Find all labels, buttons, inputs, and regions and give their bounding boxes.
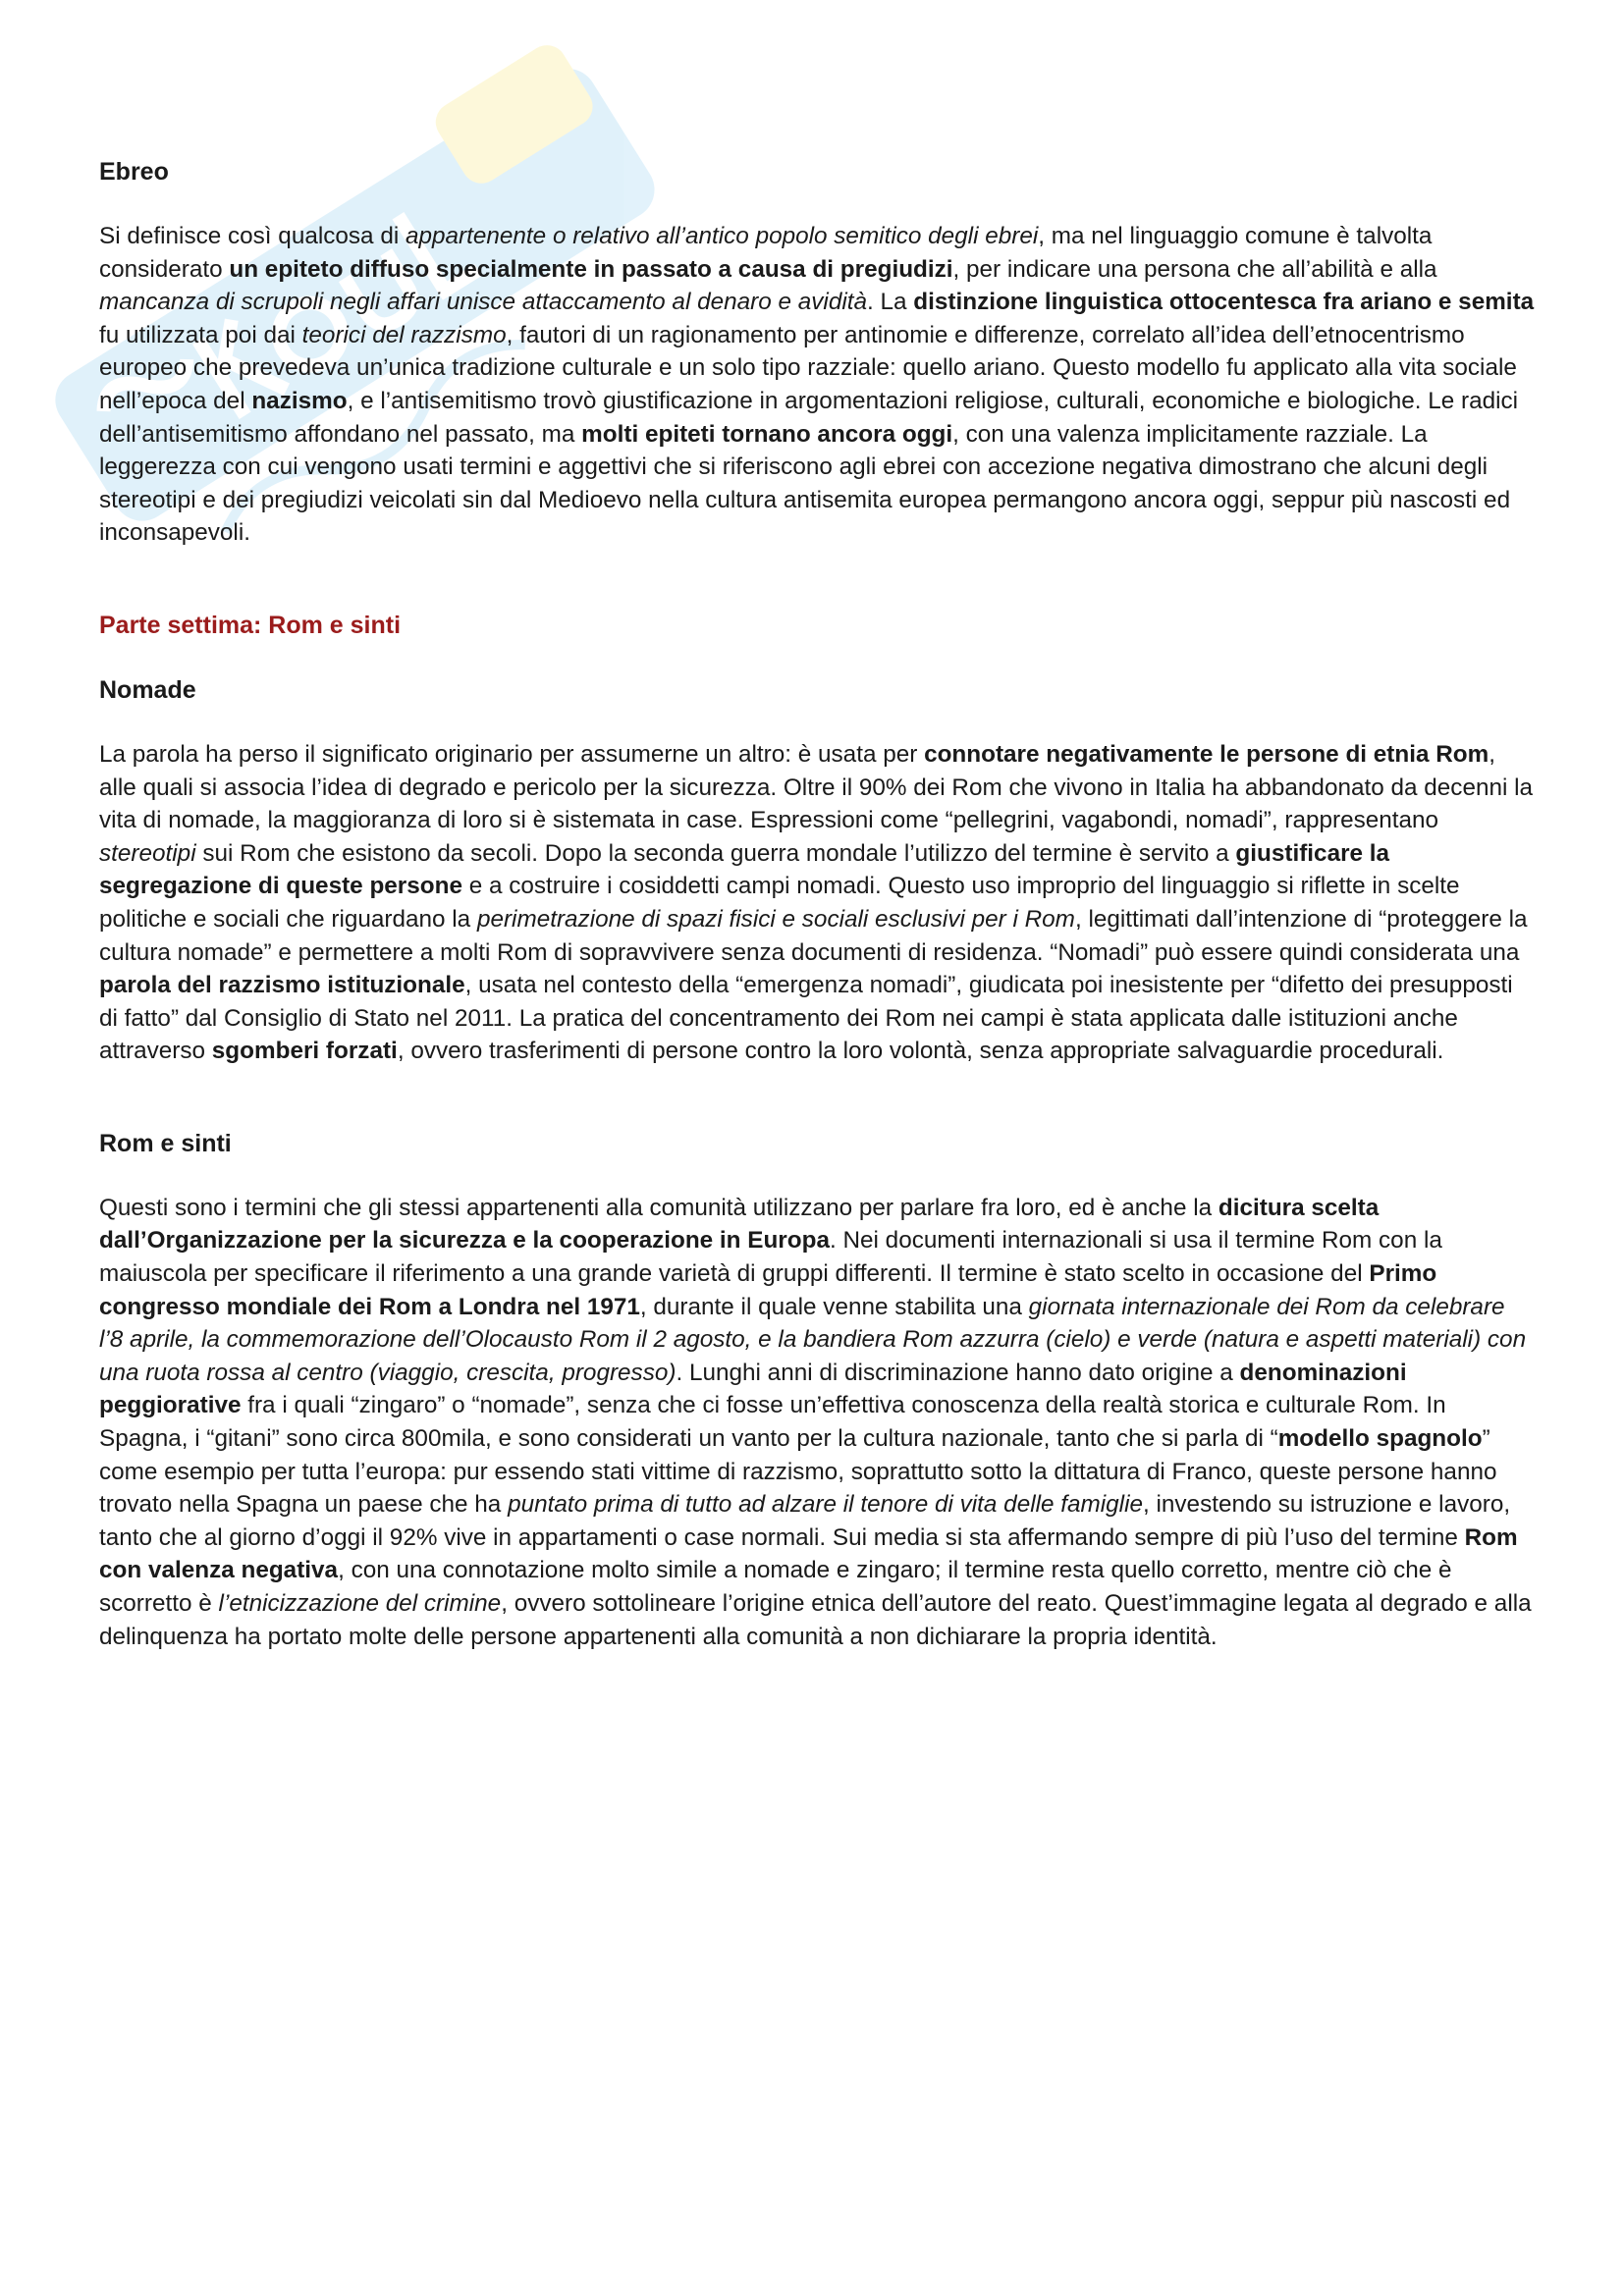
bold-text: nazismo	[251, 387, 348, 414]
text-run: ” come esempio per tutta l’europa: pur essendo stati vittime di razzismo, soprattutto sotto la dittatura di Franco, queste persone hanno trovato nella Spagna un paese che ha	[99, 1425, 1497, 1519]
italic-text: perimetrazione di spazi fisici e sociali esclusivi per i Rom	[476, 905, 1075, 933]
heading-rom-e-sinti: Rom e sinti	[99, 1129, 232, 1157]
bold-text: molti epiteti tornano ancora oggi	[581, 420, 953, 448]
text-run: , e l’antisemitismo trovò giustificazione in argomentazioni religiose, culturali, economiche e biologiche. Le radici dell’antisemitismo affondano nel passato, ma	[99, 387, 1519, 448]
text-run: La parola ha perso il significato originario per assumerne un altro: è usata per	[99, 740, 925, 768]
bold-text: giustificare la segregazione di queste persone	[99, 839, 1390, 900]
text-run: , con una connotazione molto simile a nomade e zingaro; il termine resta quello corretto, mentre ciò che è scorretto è	[99, 1557, 1452, 1617]
text-run: , ma nel linguaggio comune è talvolta considerato	[99, 223, 1433, 283]
text-run: , fautori di un ragionamento per antinomie e differenze, correlato all’idea dell’etnocentrismo europeo che prevedeva un’unica tradizione culturale e un solo tipo razziale: quello ariano. Questo modello fu applicato alla vita sociale nell’epoca del	[99, 321, 1517, 414]
text-run: . Nei documenti internazionali si usa il termine Rom con la maiuscola per specificare il riferimento a una grande varietà di gruppi differenti. Il termine è stato scelto in occasione del	[99, 1227, 1442, 1288]
bold-text: modello spagnolo	[1277, 1425, 1483, 1453]
paragraph-nomade	[99, 738, 1535, 1068]
document-page	[99, 155, 1535, 1653]
text-run: , per indicare una persona che all’abilità e alla	[952, 255, 1437, 283]
heading-nomade: Nomade	[99, 675, 196, 704]
italic-text: stereotipi	[99, 839, 196, 867]
text-run: . La	[867, 289, 914, 316]
bold-text: distinzione linguistica ottocentesca fra ariano e semita	[913, 289, 1535, 316]
text-run: Si definisce così qualcosa di	[99, 223, 406, 249]
part-heading-rom-sinti: Parte settima: Rom e sinti	[99, 611, 402, 639]
italic-text: puntato prima di tutto ad alzare il tenore di vita delle famiglie	[508, 1491, 1143, 1519]
text-run: , con una valenza implicitamente razziale. La leggerezza con cui vengono usati termini e aggettivi che si riferiscono agli ebrei con accezione negativa dimostrano che alcuni degli stereotipi e dei pregiudizi veicolati sin dal Medioevo nella cultura antisemita europea permangono ancora oggi, seppur più nascosti ed inconsapevoli.	[99, 420, 1511, 547]
heading-ebreo: Ebreo	[99, 158, 169, 186]
bold-text: sgomberi forzati	[211, 1038, 398, 1065]
text-run: , durante il quale venne stabilita una	[639, 1293, 1029, 1320]
text-run: , ovvero trasferimenti di persone contro la loro volontà, senza appropriate salvaguardie procedurali.	[397, 1038, 1444, 1065]
text-run: , usata nel contesto della “emergenza nomadi”, giudicata poi inesistente per “difetto dei presupposti di fatto” dal Consiglio di Stato nel 2011. La pratica del concentramento dei Rom nei campi è stata applicata dalle istituzioni anche attraverso	[99, 972, 1513, 1065]
text-run: fra i quali “zingaro” o “nomade”, senza che ci fosse un’effettiva conoscenza della realtà storica e culturale Rom. In Spagna, i “gitani” sono circa 800mila, e sono considerati un vanto per la cultura nazionale, tanto che si parla di “	[99, 1392, 1446, 1453]
italic-text: appartenente o relativo all’antico popolo semitico degli ebrei	[405, 223, 1039, 249]
bold-text: parola del razzismo istituzionale	[99, 972, 465, 999]
italic-text: teorici del razzismo	[301, 321, 507, 348]
bold-text: denominazioni peggiorative	[99, 1359, 1407, 1419]
text-run: fu utilizzata poi dai	[99, 321, 302, 348]
text-run: , ovvero sottolineare l’origine etnica dell’autore del reato. Quest’immagine legata al degrado e alla delinquenza ha portato molte delle persone appartenenti alla comunità a non dichiarare la propria identità.	[99, 1590, 1532, 1650]
text-run: , investendo su istruzione e lavoro, tanto che al giorno d’oggi il 92% vive in appartamenti o case normali. Sui media si sta affermando sempre di più l’uso del termine	[99, 1491, 1511, 1551]
text-run: , legittimati dall’intenzione di “proteggere la cultura nomade” e permettere a molti Rom di sopravvivere senza documenti di residenza. “Nomadi” può essere quindi considerata una	[99, 905, 1528, 966]
italic-text: giornata internazionale dei Rom da celebrare l’8 aprile, la commemorazione dell’Olocausto Rom il 2 agosto, e la bandiera Rom azzurra (cielo) e verde (natura e aspetti materiali) con una ruota rossa al centro (viaggio, crescita, progresso)	[99, 1293, 1527, 1386]
bold-text: Primo congresso mondiale dei Rom a Londra nel 1971	[99, 1260, 1437, 1320]
bold-text: un epiteto diffuso specialmente in passato a causa di pregiudizi	[229, 255, 953, 283]
text-run: Questi sono i termini che gli stessi appartenenti alla comunità utilizzano per parlare fra loro, ed è anche la	[99, 1194, 1218, 1221]
paragraph-ebreo	[99, 220, 1535, 550]
italic-text: l’etnicizzazione del crimine	[218, 1590, 502, 1617]
text-run: e a costruire i cosiddetti campi nomadi. Questo uso improprio del linguaggio si riflette in scelte politiche e sociali che riguardano la	[99, 873, 1460, 933]
bold-text: connotare negativamente le persone di etnia Rom	[924, 740, 1489, 768]
text-run: . Lunghi anni di discriminazione hanno dato origine a	[676, 1359, 1240, 1386]
text-run: , alle quali si associa l’idea di degrado e pericolo per la sicurezza. Oltre il 90% dei Rom che vivono in Italia ha abbandonato da decenni la vita di nomade, la maggioranza di loro si è sistemata in case. Espressioni come “pellegrini, vagabondi, nomadi”, rappresentano	[99, 740, 1534, 834]
bold-text: dicitura scelta dall’Organizzazione per la sicurezza e la cooperazione in Europa	[99, 1194, 1380, 1255]
italic-text: mancanza di scrupoli negli affari unisce attaccamento al denaro e avidità	[99, 289, 867, 316]
text-run: sui Rom che esistono da secoli. Dopo la seconda guerra mondale l’utilizzo del termine è servito a	[195, 839, 1236, 867]
bold-text: Rom con valenza negativa	[99, 1523, 1518, 1584]
paragraph-rom-e-sinti	[99, 1192, 1535, 1653]
